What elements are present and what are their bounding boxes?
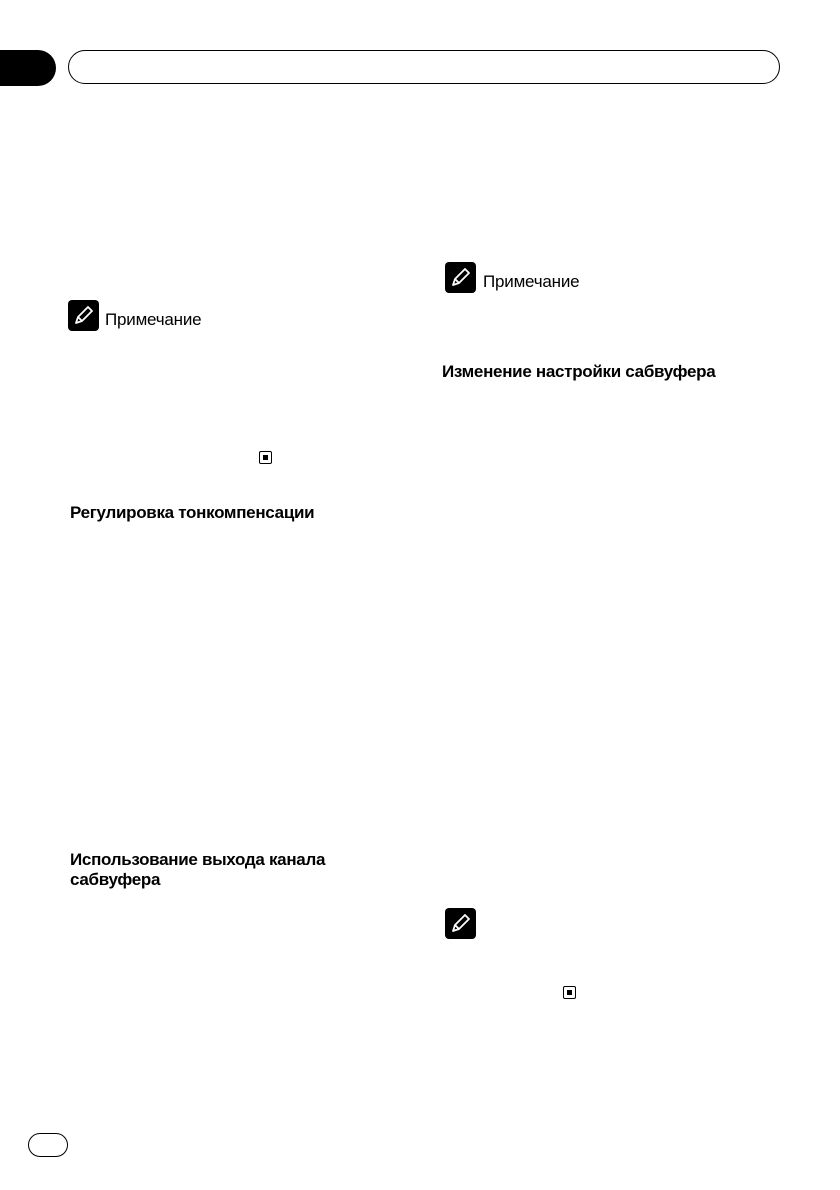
section-tab <box>0 50 56 86</box>
header-bar <box>68 50 780 84</box>
page-number-box <box>28 1133 68 1157</box>
end-of-section-icon <box>563 986 576 999</box>
end-of-section-icon <box>259 451 272 464</box>
section-heading-subwoofer-output <box>70 850 325 890</box>
section-heading-subwoofer-setting: Изменение настройки сабвуфера <box>442 362 716 381</box>
note-label: Примечание <box>105 310 202 329</box>
heading-line: Использование выхода канала <box>70 850 326 869</box>
pencil-note-icon <box>445 908 476 939</box>
heading-line: сабвуфера <box>70 870 161 889</box>
pencil-note-icon <box>445 262 476 293</box>
section-heading-loudness: Регулировка тонкомпенсации <box>70 503 315 522</box>
pencil-note-icon <box>68 300 99 331</box>
note-label: Примечание <box>483 272 580 291</box>
